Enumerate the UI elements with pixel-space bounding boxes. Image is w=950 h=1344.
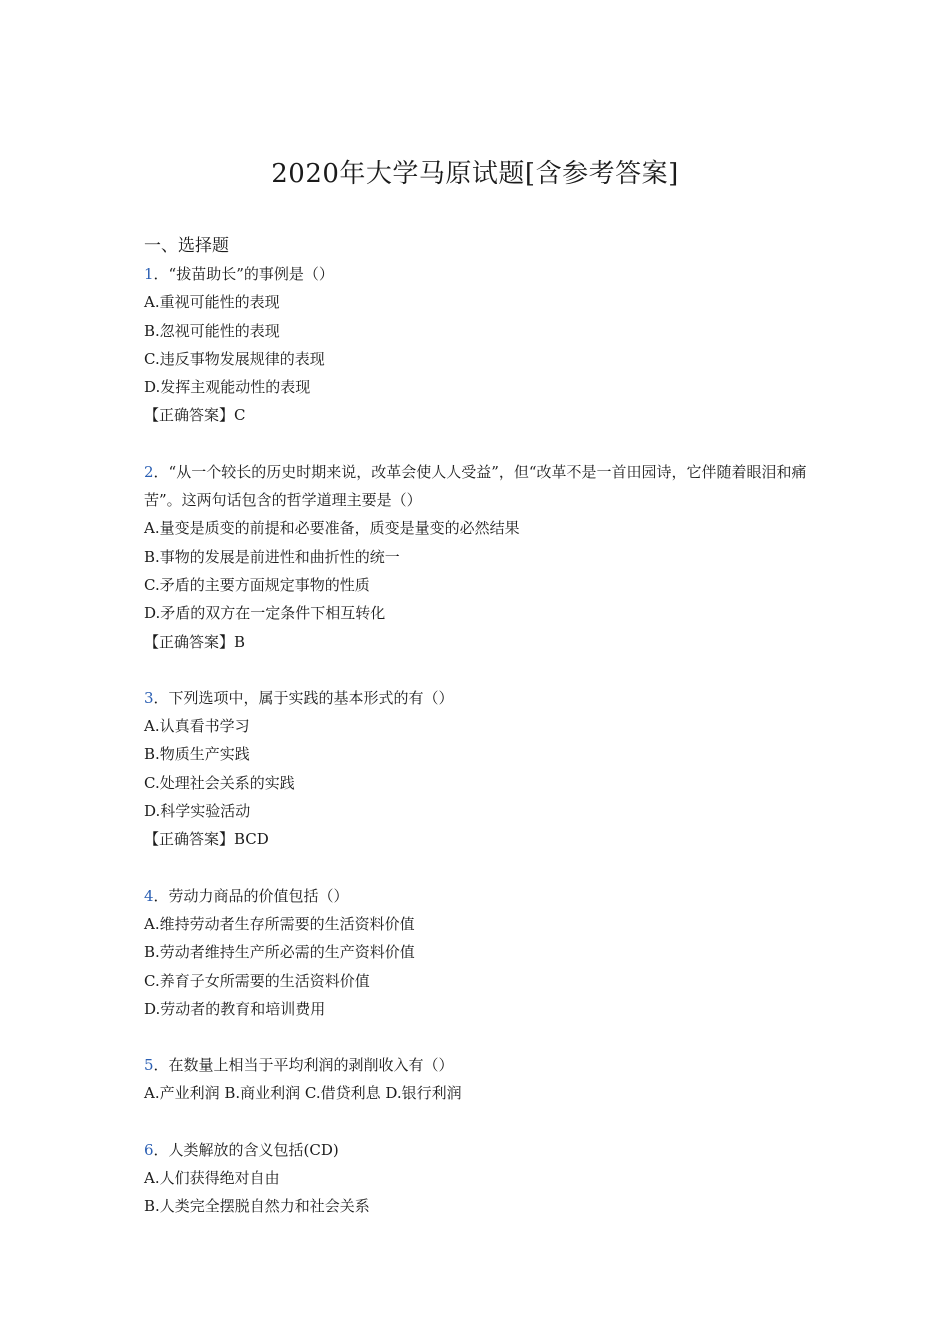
question-stem — [144, 458, 824, 515]
question-text: ．在数量上相当于平均利润的剥削收入有（） — [153, 1056, 454, 1075]
question-1 — [144, 260, 824, 430]
question-stem — [144, 1136, 824, 1164]
correct-answer: 【正确答案】B — [144, 632, 246, 651]
option-d: D.发挥主观能动性的表现 — [144, 378, 311, 397]
question-number: 2 — [144, 462, 154, 481]
option-c: C.养育子女所需要的生活资料价值 — [144, 971, 370, 990]
question-text: ．“拔苗助长”的事例是（） — [153, 265, 334, 283]
question-3 — [144, 684, 824, 854]
question-number: 5 — [144, 1056, 154, 1075]
correct-answer: 【正确答案】C — [144, 406, 246, 425]
option-c: C.处理社会关系的实践 — [144, 773, 295, 792]
option-a: A.人们获得绝对自由 — [144, 1169, 280, 1188]
question-6 — [144, 1136, 824, 1221]
document-title: 2020年大学马原试题[含参考答案] — [271, 159, 679, 189]
option-a: A.量变是质变的前提和必要准备，质变是量变的必然结果 — [144, 519, 520, 538]
question-stem — [144, 882, 824, 910]
option-d: D.劳动者的教育和培训费用 — [144, 999, 326, 1018]
option-b: B.劳动者维持生产所必需的生产资料价值 — [144, 943, 415, 962]
option-c: C.违反事物发展规律的表现 — [144, 349, 325, 368]
question-stem — [144, 260, 824, 288]
option-a: A.重视可能性的表现 — [144, 293, 280, 312]
question-text: ．“从一个较长的历史时期来说，改革会使人人受益”，但“改革不是一首田园诗，它伴随着眼泪和痛苦”。这两句话包含的哲学道理主要是（） — [144, 462, 807, 510]
option-b: B.忽视可能性的表现 — [144, 321, 280, 340]
question-stem — [144, 1051, 824, 1079]
question-2 — [144, 458, 824, 656]
option-b: B.物质生产实践 — [144, 745, 250, 764]
question-number: 3 — [144, 688, 154, 707]
question-stem — [144, 684, 824, 712]
option-b: B.人类完全摆脱自然力和社会关系 — [144, 1197, 370, 1216]
document-body — [144, 232, 824, 1221]
question-5 — [144, 1051, 824, 1108]
question-number: 4 — [144, 886, 154, 905]
question-text: ．劳动力商品的价值包括（） — [153, 886, 349, 905]
option-b: B.事物的发展是前进性和曲折性的统一 — [144, 547, 400, 566]
option-d: D.矛盾的双方在一定条件下相互转化 — [144, 604, 386, 623]
option-d: D.科学实验活动 — [144, 802, 251, 821]
question-number: 6 — [144, 1140, 154, 1159]
option-a: A.维持劳动者生存所需要的生活资料价值 — [144, 914, 415, 933]
option-row: A.产业利润 B.商业利润 C.借贷利息 D.银行利润 — [144, 1084, 462, 1103]
question-text: ．人类解放的含义包括(CD) — [153, 1140, 339, 1159]
question-text: ．下列选项中，属于实践的基本形式的有（） — [153, 688, 454, 707]
option-c: C.矛盾的主要方面规定事物的性质 — [144, 575, 370, 594]
option-a: A.认真看书学习 — [144, 717, 250, 736]
section-heading: 一、选择题 — [144, 236, 229, 256]
correct-answer: 【正确答案】BCD — [144, 830, 269, 849]
question-4 — [144, 882, 824, 1023]
question-number: 1 — [144, 265, 154, 283]
